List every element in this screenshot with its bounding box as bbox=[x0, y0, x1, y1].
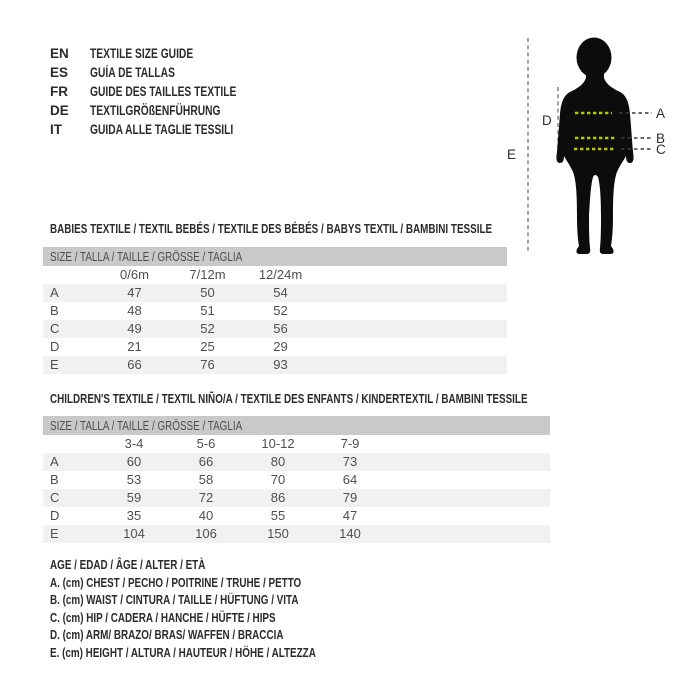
table-row bbox=[43, 507, 550, 525]
cell-value: 66 bbox=[198, 454, 214, 469]
column-header: 0/6m bbox=[120, 267, 149, 282]
lang-code: IT bbox=[50, 122, 62, 137]
table-row bbox=[43, 453, 550, 471]
row-label: E bbox=[50, 357, 59, 372]
lang-code: DE bbox=[50, 103, 69, 118]
cell-value: 73 bbox=[342, 454, 358, 469]
cell-value: 55 bbox=[270, 508, 286, 523]
row-label: C bbox=[50, 321, 60, 336]
cell-value: 50 bbox=[200, 285, 215, 300]
children-title-text: CHILDREN'S TEXTILE / TEXTIL NIÑO/A / TEXTILE DES ENFANTS / KINDERTEXTIL / BAMBINI TESSILE bbox=[50, 391, 528, 406]
cell-value: 54 bbox=[273, 285, 288, 300]
cell-value: 72 bbox=[198, 490, 214, 505]
row-label: A bbox=[50, 454, 59, 469]
cell-value: 104 bbox=[123, 526, 145, 541]
legend-item-text: C. (cm) HIP / CADERA / HANCHE / HÜFTE / HIPS bbox=[50, 609, 276, 625]
label-e: E bbox=[507, 147, 517, 162]
lang-row-it bbox=[50, 120, 283, 139]
table-row bbox=[43, 338, 507, 356]
cell-value: 76 bbox=[200, 357, 215, 372]
lang-code: EN bbox=[50, 46, 69, 61]
column-header: 5-6 bbox=[196, 436, 216, 451]
children-section-title bbox=[50, 391, 678, 406]
cell-value: 48 bbox=[127, 303, 142, 318]
cell-value: 51 bbox=[200, 303, 215, 318]
legend-item-text: B. (cm) WAIST / CINTURA / TAILLE / HÜFTUNG / VITA bbox=[50, 592, 299, 607]
table-row bbox=[43, 302, 507, 320]
cell-value: 106 bbox=[195, 526, 217, 541]
babies-column-header-row bbox=[43, 266, 507, 284]
cell-value: 59 bbox=[126, 490, 142, 505]
lang-row-en bbox=[50, 44, 283, 63]
cell-value: 64 bbox=[342, 472, 358, 487]
row-label: D bbox=[50, 508, 60, 523]
column-header: 3-4 bbox=[124, 436, 144, 451]
cell-value: 66 bbox=[127, 357, 142, 372]
table-row bbox=[43, 525, 550, 543]
babies-size-table bbox=[43, 247, 507, 374]
legend-item-hip bbox=[50, 609, 400, 627]
cell-value: 150 bbox=[267, 526, 289, 541]
lang-title: GUIDE DES TAILLES TEXTILE bbox=[90, 84, 237, 99]
cell-value: 35 bbox=[126, 508, 142, 523]
row-label: B bbox=[50, 472, 59, 487]
lang-title: GUIDA ALLE TAGLIE TESSILI bbox=[90, 122, 234, 137]
babies-section-title bbox=[50, 221, 632, 236]
lang-title: GUÍA DE TALLAS bbox=[90, 65, 175, 80]
row-label: B bbox=[50, 303, 59, 318]
cell-value: 70 bbox=[270, 472, 286, 487]
legend-item-height bbox=[50, 644, 400, 662]
legend-item-arm bbox=[50, 626, 400, 644]
cell-value: 49 bbox=[127, 321, 142, 336]
lang-code: FR bbox=[50, 84, 68, 99]
cell-value: 93 bbox=[273, 357, 288, 372]
label-c: C bbox=[656, 142, 666, 157]
cell-value: 40 bbox=[198, 508, 214, 523]
column-header: 7/12m bbox=[189, 267, 226, 282]
cell-value: 56 bbox=[273, 321, 288, 336]
legend-item-waist bbox=[50, 591, 400, 609]
column-header: 12/24m bbox=[258, 267, 303, 282]
cell-value: 29 bbox=[273, 339, 288, 354]
cell-value: 79 bbox=[342, 490, 358, 505]
label-b: B bbox=[656, 131, 666, 146]
corner-cell bbox=[43, 435, 98, 453]
lang-row-fr bbox=[50, 82, 283, 101]
legend-title: AGE / EDAD / ÂGE / ALTER / ETÀ bbox=[50, 557, 206, 572]
cell-value: 52 bbox=[200, 321, 215, 336]
cell-value: 86 bbox=[270, 490, 286, 505]
cell-value: 21 bbox=[127, 339, 142, 354]
cell-value: 53 bbox=[126, 472, 142, 487]
column-header: 10-12 bbox=[261, 436, 295, 451]
legend-item-text: E. (cm) HEIGHT / ALTURA / HAUTEUR / HÖHE / ALTEZZA bbox=[50, 644, 316, 660]
children-column-header-row bbox=[43, 435, 550, 453]
lang-title: TEXTILE SIZE GUIDE bbox=[90, 46, 194, 61]
size-header-text: SIZE / TALLA / TAILLE / GRÖSSE / TAGLIA bbox=[50, 418, 243, 433]
label-d: D bbox=[542, 113, 552, 128]
label-a: A bbox=[656, 106, 666, 121]
cell-value: 60 bbox=[126, 454, 142, 469]
children-size-header-bar bbox=[43, 416, 550, 435]
row-label: A bbox=[50, 285, 59, 300]
table-row bbox=[43, 320, 507, 338]
table-row bbox=[43, 471, 550, 489]
cell-value: 140 bbox=[339, 526, 361, 541]
babies-title-text: BABIES TEXTILE / TEXTIL BEBÉS / TEXTILE DES BÉBÉS / BABYS TEXTIL / BAMBINI TESSILE bbox=[50, 221, 493, 236]
babies-size-header-bar bbox=[43, 247, 507, 266]
cell-value: 25 bbox=[200, 339, 215, 354]
legend-title-row bbox=[50, 556, 400, 574]
cell-value: 80 bbox=[270, 454, 286, 469]
cell-value: 52 bbox=[273, 303, 288, 318]
legend-item-chest bbox=[50, 574, 400, 592]
table-row bbox=[43, 284, 507, 302]
measurement-legend bbox=[50, 556, 400, 661]
table-row bbox=[43, 489, 550, 507]
cell-value: 47 bbox=[127, 285, 142, 300]
legend-item-text: D. (cm) ARM/ BRAZO/ BRAS/ WAFFEN / BRACCIA bbox=[50, 627, 284, 642]
lang-title: TEXTILGRÖßENFÜHRUNG bbox=[90, 103, 221, 118]
cell-value: 47 bbox=[342, 508, 358, 523]
row-label: D bbox=[50, 339, 60, 354]
row-label: C bbox=[50, 490, 60, 505]
row-label: E bbox=[50, 526, 59, 541]
cell-value: 58 bbox=[198, 472, 214, 487]
corner-cell bbox=[43, 266, 98, 284]
lang-row-de bbox=[50, 101, 283, 120]
column-header: 7-9 bbox=[340, 436, 360, 451]
size-header-text: SIZE / TALLA / TAILLE / GRÖSSE / TAGLIA bbox=[50, 249, 243, 264]
lang-row-es bbox=[50, 63, 283, 82]
lang-code: ES bbox=[50, 65, 69, 80]
children-size-table bbox=[43, 416, 550, 543]
language-title-list bbox=[50, 44, 283, 139]
legend-item-text: A. (cm) CHEST / PECHO / POITRINE / TRUHE / PETTO bbox=[50, 574, 302, 590]
table-row bbox=[43, 356, 507, 374]
